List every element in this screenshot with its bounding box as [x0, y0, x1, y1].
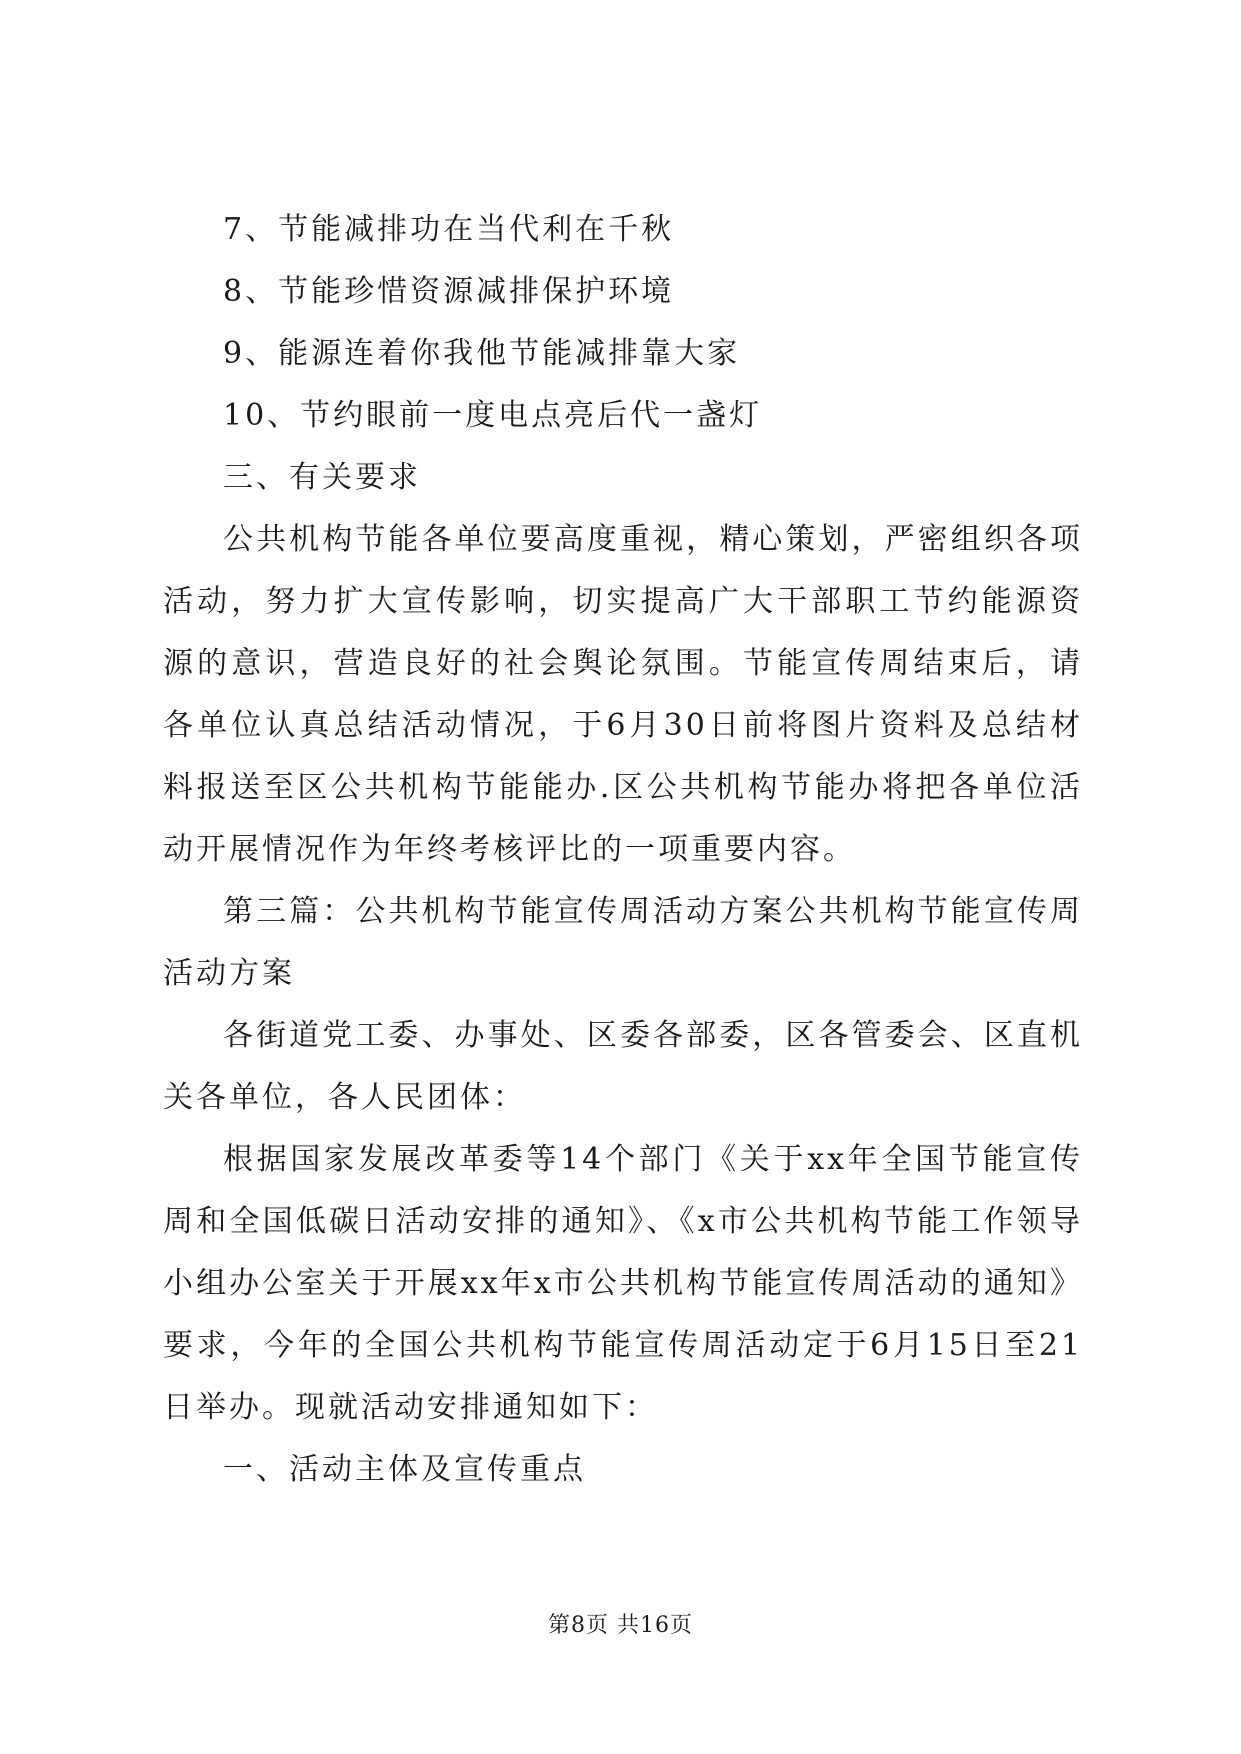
- slogan-item: 9、能源连着你我他节能减排靠大家: [223, 336, 741, 371]
- document-body: [163, 199, 1083, 1501]
- slogan-item: 7、节能减排功在当代利在千秋: [223, 212, 675, 247]
- section-heading: 一、活动主体及宣传重点: [223, 1452, 586, 1487]
- part-title: 第三篇：公共机构节能宣传周活动方案公共机构节能宣传周活动方案: [163, 894, 1083, 991]
- page-number-footer: 第8页 共16页: [548, 1613, 693, 1638]
- requirements-paragraph: 公共机构节能各单位要高度重视，精心策划，严密组织各项活动，努力扩大宣传影响，切实提高广大干部职工节约能源资源的意识，营造良好的社会舆论氛围。节能宣传周结束后，请各单位认真总结活动情况，于6月30日前将图片资料及总结材料报送至区公共机构节能能办.区公共机构节能办将把各单位活动开展情况作为年终考核评比的一项重要内容。: [163, 522, 1083, 867]
- basis-paragraph: 根据国家发展改革委等14个部门《关于xx年全国节能宣传周和全国低碳日活动安排的通知》、《x市公共机构节能工作领导小组办公室关于开展xx年x市公共机构节能宣传周活动的通知》要求，今年的全国公共机构节能宣传周活动定于6月15日至21日举办。现就活动安排通知如下：: [163, 1142, 1083, 1425]
- section-heading: 三、有关要求: [223, 460, 421, 495]
- slogan-item: 10、节约眼前一度电点亮后代一盏灯: [223, 398, 763, 433]
- addressees-paragraph: 各街道党工委、办事处、区委各部委，区各管委会、区直机关各单位，各人民团体：: [163, 1018, 1083, 1115]
- slogan-item: 8、节能珍惜资源减排保护环境: [223, 274, 675, 309]
